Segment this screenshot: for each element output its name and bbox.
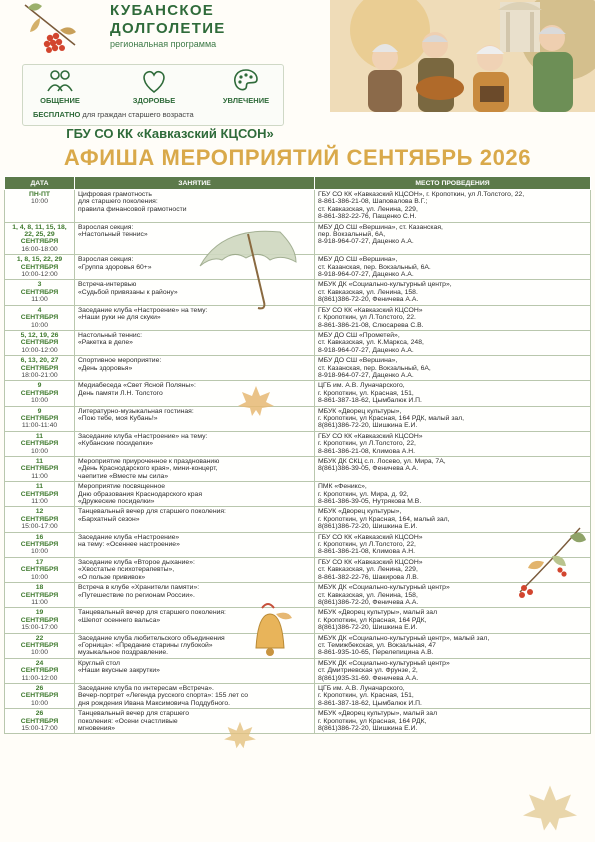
event-month: СЕНТЯБРЯ — [20, 389, 59, 397]
column-header-event: ЗАНЯТИЕ — [75, 177, 315, 190]
place-line: 8-918-964-07-27, Даценко А.А. — [318, 371, 414, 379]
event-line: «Наши вкусные закрутки» — [78, 667, 160, 675]
place-line: 8-918-964-07-27, Даценко А.А. — [318, 238, 414, 246]
event-line: Цифровая грамотность — [78, 191, 152, 198]
place-line: 8-861-386-21-08, Шаповалова В.Г.; — [318, 198, 428, 206]
event-time: 11:00 — [31, 598, 48, 606]
events-table — [4, 176, 591, 734]
event-place — [315, 557, 591, 582]
event-line: «Бархатный сезон» — [78, 515, 140, 523]
event-days: 26 — [35, 710, 44, 718]
event-days: 22 — [35, 634, 44, 642]
event-date — [5, 532, 75, 557]
event-description — [75, 709, 315, 734]
event-place — [315, 431, 591, 456]
event-description — [75, 608, 315, 633]
event-days: 5, 12, 19, 26 — [20, 331, 59, 339]
event-days: 11 — [35, 483, 44, 491]
event-time: 10:00 — [30, 321, 48, 329]
table-header-row — [5, 177, 591, 190]
event-time: 10:00-12:00 — [21, 346, 58, 354]
event-time: 15:00-17:00 — [21, 624, 58, 632]
place-line: 8-861-386-21-08, Климова А.Н. — [318, 548, 416, 556]
place-line: 8-918-964-07-27, Даценко А.А. — [318, 271, 414, 279]
place-line: г. Кропоткин, ул Красная, 164, малый зал, — [318, 515, 450, 523]
event-time: 10:00 — [30, 198, 48, 206]
place-line: ЦГБ им. А.В. Луначарского, — [318, 684, 405, 692]
event-description — [75, 457, 315, 482]
place-line: МБУ ДО СШ «Вершина», — [318, 357, 398, 365]
place-line: 8(861)935-31-69. Феничева А.А. — [318, 674, 419, 682]
event-line: «Путешествие по регионам России». — [78, 591, 195, 599]
place-line: 8(861)386-72-20, Феничева А.А. — [318, 598, 419, 606]
brand-title-line1: КУБАНСКОЕ — [110, 2, 215, 19]
table-row — [5, 330, 591, 355]
column-header-date: ДАТА — [5, 177, 75, 190]
event-date — [5, 608, 75, 633]
event-time: 11:00 — [31, 296, 48, 304]
place-line: МБУК ДК «Социально-культурный центр» — [318, 659, 450, 667]
event-description — [75, 190, 315, 223]
event-days: 24 — [35, 659, 44, 667]
event-month: СЕНТЯБРЯ — [20, 541, 59, 549]
event-description — [75, 583, 315, 608]
place-line: 8-861-387-18-62, Цымбалюк И.П. — [318, 699, 422, 707]
table-row — [5, 381, 591, 406]
event-line: «День Краснодарского края», мини-концерт, — [78, 465, 218, 473]
event-line: «Судьбой привязаны к району» — [78, 288, 178, 296]
event-line: Взрослая секция: — [78, 256, 134, 264]
event-place — [315, 457, 591, 482]
event-date — [5, 381, 75, 406]
event-place — [315, 482, 591, 507]
event-days: 19 — [35, 609, 44, 617]
event-month: СЕНТЯБРЯ — [20, 440, 59, 448]
event-month: СЕНТЯБРЯ — [20, 591, 59, 599]
event-line: мгновения» — [78, 725, 116, 732]
table-row — [5, 608, 591, 633]
event-place — [315, 683, 591, 708]
place-line: г. Кропоткин, ул Красная, 164 РДК, — [318, 616, 427, 624]
event-line: «Ракетка в деле» — [78, 339, 133, 347]
place-line: г. Кропоткин, ул Красная, 164 РДК, малый зал, — [318, 414, 465, 422]
place-line: МБУ ДО СШ «Прометей», — [318, 331, 400, 339]
event-line: Заседание клуба «Настроение» — [78, 533, 180, 541]
event-date — [5, 431, 75, 456]
event-description — [75, 222, 315, 255]
free-note-bold: БЕСПЛАТНО — [33, 110, 81, 119]
place-line: ЦГБ им. А.В. Луначарского, — [318, 382, 405, 390]
brand-title-line2: ДОЛГОЛЕТИЕ — [110, 20, 226, 37]
place-line: г. Кропоткин, ул Л.Толстого, 22, — [318, 541, 416, 549]
place-line: МБУК «Дворец культуры», малый зал — [318, 710, 438, 718]
event-line: Танцевальный вечер для старшего поколения: — [78, 609, 226, 617]
event-line: «Группа здоровья 60+» — [78, 263, 152, 271]
place-line: ст. Дмитриевская ул. Фрунзе, 2, — [318, 667, 418, 675]
event-line: Спортивное мероприятие: — [78, 357, 162, 365]
event-date — [5, 583, 75, 608]
event-place — [315, 709, 591, 734]
event-line: Вечер-портрет «Легенда русского спорта»: 155 лет со — [78, 692, 249, 700]
event-line: для старшего поколения: — [78, 198, 158, 206]
event-description — [75, 658, 315, 683]
table-row — [5, 658, 591, 683]
event-line: «Горница»: «Предание старины глубокой» — [78, 641, 213, 649]
event-line: «Дружеские посиделки» — [78, 498, 155, 506]
table-row — [5, 683, 591, 708]
table-row — [5, 190, 591, 223]
event-description — [75, 557, 315, 582]
event-line: Встреча-интервью — [78, 281, 137, 289]
table-row — [5, 532, 591, 557]
event-days: 4 — [37, 306, 42, 314]
event-line: Заседание клуба «Настроение» на тему: — [78, 432, 208, 440]
events-table-body — [5, 190, 591, 734]
event-line: чаепитие «Вместе мы сила» — [78, 472, 169, 480]
event-line: поколения: «Осени счастливые — [78, 717, 178, 725]
event-time: 15:00-17:00 — [21, 725, 58, 732]
place-line: 8(861)386-72-20, Шишкина Е.И. — [318, 725, 418, 732]
event-time: 11:00 — [31, 498, 48, 506]
event-line: День памяти Л.Н. Толстого — [78, 389, 163, 397]
place-line: 8-861-382-22-76, Шакирова Л.В. — [318, 573, 419, 581]
place-line: ГБУ СО КК «Кавказский КЦСОН» — [318, 558, 423, 566]
event-time: 10:00 — [30, 699, 48, 707]
place-line: г. Кропоткин, ул Л.Толстого, 22. — [318, 314, 416, 322]
event-line: Литературно-музыкальная гостиная: — [78, 407, 194, 415]
event-month: СЕНТЯБРЯ — [20, 616, 59, 624]
place-line: ПМК «Феникс», — [318, 483, 367, 491]
event-place — [315, 280, 591, 305]
place-line: 8-861-935-10-65, Перелепицина А.В. — [318, 649, 434, 657]
pillar-health — [119, 67, 189, 105]
pillar-hobby — [211, 67, 281, 105]
place-line: МБУК ДК «Социально-культурный центр» — [318, 584, 450, 592]
event-line: Мероприятие посвященное — [78, 483, 166, 491]
event-time: 10:00 — [30, 447, 48, 455]
event-time: 10:00 — [30, 649, 48, 657]
table-row — [5, 633, 591, 658]
palette-icon — [231, 67, 261, 95]
event-line: правила финансовой грамотности — [78, 205, 187, 213]
free-note-rest: для граждан старшего возраста — [80, 110, 194, 119]
event-date — [5, 557, 75, 582]
event-time: 10:00-12:00 — [21, 271, 58, 279]
event-month: СЕНТЯБРЯ — [20, 238, 59, 246]
place-line: 8-861-387-18-62, Цымбалюк И.П. — [318, 397, 422, 405]
event-description — [75, 356, 315, 381]
place-line: 8(861)386-72-20, Шишкина Е.И. — [318, 422, 418, 430]
event-description — [75, 381, 315, 406]
event-days: 9 — [37, 407, 42, 415]
event-date — [5, 280, 75, 305]
place-line: г. Кропоткин, ул. Мира, д. 92, — [318, 490, 409, 498]
event-line: «День здоровья» — [78, 364, 133, 372]
event-description — [75, 482, 315, 507]
place-line: 8(861)386-72-20, Феничева А.А. — [318, 296, 419, 304]
event-place — [315, 190, 591, 223]
brand — [110, 2, 226, 50]
event-date — [5, 457, 75, 482]
place-line: ст. Темижбекская, ул. Вокзальная, 47 — [318, 641, 436, 649]
event-time: 11:00-11:40 — [21, 422, 58, 430]
place-line: ГБУ СО КК «Кавказский КЦСОН» — [318, 306, 423, 314]
event-place — [315, 305, 591, 330]
organization-name: ГБУ СО КК «Кавказский КЦСОН» — [66, 126, 274, 141]
event-place — [315, 255, 591, 280]
place-line: ГБУ СО КК «Кавказский КЦСОН» — [318, 432, 423, 440]
event-place — [315, 658, 591, 683]
event-month: СЕНТЯБРЯ — [20, 515, 59, 523]
event-place — [315, 507, 591, 532]
event-date — [5, 356, 75, 381]
place-line: МБУК ДК «Социально-культурный центр», малый зал, — [318, 634, 490, 642]
event-date — [5, 406, 75, 431]
rowan-branch-icon — [20, 0, 90, 64]
event-month: СЕНТЯБРЯ — [20, 339, 59, 347]
table-row — [5, 507, 591, 532]
event-description — [75, 255, 315, 280]
place-line: МБУК «Дворец культуры», — [318, 508, 402, 516]
place-line: г. Кропоткин, ул. Красная, 151, — [318, 692, 414, 700]
event-days: 6, 13, 20, 27 — [20, 357, 59, 365]
event-line: «Пою тебе, моя Кубань!» — [78, 414, 158, 422]
event-line: Заседание клуба «Настроение» на тему: — [78, 306, 208, 314]
event-place — [315, 222, 591, 255]
header — [0, 0, 595, 148]
event-days: 1, 8, 15, 22, 29 — [16, 256, 63, 264]
pillar-communication — [25, 67, 95, 105]
event-description — [75, 305, 315, 330]
event-line: Заседание клуба любительского объединения — [78, 634, 225, 642]
place-line: ГБУ СО КК «Кавказский КЦСОН», г. Кропоткин, ул Л.Толстого, 22, — [318, 191, 525, 198]
table-row — [5, 457, 591, 482]
event-line: Круглый стол — [78, 659, 120, 667]
event-description — [75, 406, 315, 431]
event-days: 1, 4, 8, 11, 15, 18, 22, 25, 29 — [12, 223, 67, 239]
place-line: ст. Кавказская, ул. К.Маркса, 248, — [318, 339, 424, 347]
event-place — [315, 381, 591, 406]
place-line: МБУК ДК СКЦ с.п. Лосево, ул. Мира, 7А, — [318, 458, 446, 465]
place-line: МБУ ДО СШ «Вершина», — [318, 256, 398, 264]
event-description — [75, 532, 315, 557]
event-place — [315, 608, 591, 633]
table-row — [5, 280, 591, 305]
seniors-photo-illustration — [330, 0, 595, 112]
event-place — [315, 633, 591, 658]
event-line: Танцевальный вечер для старшего — [78, 710, 190, 718]
event-days: 16 — [35, 533, 44, 541]
pillar-label: ОБЩЕНИЕ — [40, 96, 80, 105]
event-time: 10:00 — [30, 573, 48, 581]
event-place — [315, 356, 591, 381]
event-days: 3 — [37, 281, 42, 289]
event-place — [315, 532, 591, 557]
place-line: ст. Кавказская, ул. Ленина, 158. — [318, 288, 418, 296]
event-line: «Хвостатые психотерапевты», — [78, 566, 175, 574]
pillar-label: ЗДОРОВЬЕ — [132, 96, 176, 105]
event-description — [75, 280, 315, 305]
event-days: 9 — [37, 382, 42, 390]
place-line: 8-861-386-21-08, Климова А.Н. — [318, 447, 416, 455]
event-time: 18:00-21:00 — [21, 371, 58, 379]
place-line: 8-861-386-21-08, Слюсарева С.В. — [318, 321, 424, 329]
event-date — [5, 683, 75, 708]
event-time: 10:00 — [30, 548, 48, 556]
event-line: Взрослая секция: — [78, 223, 134, 231]
event-date — [5, 255, 75, 280]
table-row — [5, 557, 591, 582]
event-description — [75, 633, 315, 658]
event-date — [5, 633, 75, 658]
table-row — [5, 356, 591, 381]
place-line: 8(861)386-72-20, Шишкина Е.И. — [318, 523, 418, 531]
event-line: «Шепот осеннего вальса» — [78, 616, 161, 624]
event-line: Дню образования Краснодарского края — [78, 490, 203, 498]
event-date — [5, 190, 75, 223]
table-row — [5, 583, 591, 608]
event-time: 15:00-17:00 — [21, 523, 58, 531]
event-days: 26 — [35, 684, 44, 692]
seniors-photo — [330, 0, 595, 112]
place-line: ст. Казанская, пер. Вокзальный, 6А, — [318, 364, 431, 372]
maple-leaf-icon — [520, 780, 580, 836]
place-line: ст. Кавказская, ул. Ленина, 229, — [318, 205, 418, 213]
event-month: СЕНТЯБРЯ — [20, 566, 59, 574]
heart-icon — [139, 67, 169, 95]
event-line: «Настольный теннис» — [78, 231, 148, 239]
event-line: «Кубанские посиделки» — [78, 440, 154, 448]
event-date — [5, 658, 75, 683]
table-row — [5, 222, 591, 255]
place-line: ст. Кавказская, ул. Ленина, 158, — [318, 591, 418, 599]
place-line: пер. Вокзальный, 6А, — [318, 231, 386, 239]
event-month: СЕНТЯБРЯ — [20, 465, 59, 473]
table-row — [5, 709, 591, 734]
event-line: Заседание клуба по интересам «Встреча». — [78, 684, 214, 692]
place-line: г. Кропоткин, ул. Красная, 151, — [318, 389, 414, 397]
event-description — [75, 330, 315, 355]
page-title: АФИША МЕРОПРИЯТИЙ СЕНТЯБРЬ 2026 — [63, 145, 532, 170]
event-description — [75, 683, 315, 708]
event-days: 17 — [35, 558, 44, 566]
place-line: г. Кропоткин, ул Л.Толстого, 22, — [318, 440, 416, 448]
event-date — [5, 507, 75, 532]
place-line: ст. Казанская, пер. Вокзальный, 6А. — [318, 263, 431, 271]
event-month: СЕНТЯБРЯ — [20, 692, 59, 700]
place-line: МБУК «Дворец культуры», малый зал — [318, 609, 438, 617]
place-line: 8(861)386-39-05, Феничева А.А. — [318, 465, 419, 473]
event-time: 10:00 — [30, 397, 48, 405]
event-line: дня рождения Ивана Максимовича Поддубного. — [78, 699, 230, 707]
event-time: 11:00-12:00 — [21, 674, 58, 682]
event-line: Настольный теннис: — [78, 331, 142, 339]
place-line: МБУК ДК «Социально-культурный центр», — [318, 281, 452, 289]
pillar-label: УВЛЕЧЕНИЕ — [222, 96, 270, 105]
place-line: 8(861)386-72-20, Шишкина Е.И. — [318, 624, 418, 632]
people-icon — [45, 67, 75, 95]
brand-subtitle: региональная программа — [110, 39, 217, 49]
event-place — [315, 406, 591, 431]
place-line: МБУ ДО СШ «Вершина», ст. Казанская, — [318, 223, 443, 231]
event-description — [75, 507, 315, 532]
place-line: 8-861-382-22-76, Пащенко С.Н. — [318, 213, 417, 221]
event-line: Танцевальный вечер для старшего поколения: — [78, 508, 226, 516]
event-time: 11:00 — [31, 472, 48, 480]
table-row — [5, 482, 591, 507]
event-time: 16:00-18:00 — [21, 245, 58, 253]
event-date — [5, 330, 75, 355]
event-description — [75, 431, 315, 456]
program-pillars — [22, 64, 284, 126]
place-line: МБУК «Дворец культуры», — [318, 407, 402, 415]
event-date — [5, 482, 75, 507]
table-row — [5, 431, 591, 456]
column-header-place: МЕСТО ПРОВЕДЕНИЯ — [315, 177, 591, 190]
event-days: ПН-ПТ — [28, 191, 51, 198]
place-line: г. Кропоткин, ул Красная, 164 РДК, — [318, 717, 427, 725]
event-date — [5, 709, 75, 734]
event-date — [5, 305, 75, 330]
place-line: 8-918-964-07-27, Даценко А.А. — [318, 346, 414, 354]
event-month: СЕНТЯБРЯ — [20, 314, 59, 322]
event-line: Заседание клуба «Второе дыхание»: — [78, 558, 195, 566]
event-place — [315, 330, 591, 355]
place-line: ст. Кавказская, ул. Ленина, 229, — [318, 566, 418, 574]
table-row — [5, 406, 591, 431]
event-month: СЕНТЯБРЯ — [20, 641, 59, 649]
event-month: СЕНТЯБРЯ — [20, 263, 59, 271]
event-month: СЕНТЯБРЯ — [20, 364, 59, 372]
event-month: СЕНТЯБРЯ — [20, 288, 59, 296]
event-days: 18 — [35, 584, 44, 592]
event-month: СЕНТЯБРЯ — [20, 717, 59, 725]
event-line: Мероприятие приуроченное к празднованию — [78, 458, 220, 465]
event-line: Медиабеседа «Свет Ясной Поляны»: — [78, 382, 196, 390]
event-days: 12 — [35, 508, 44, 516]
event-month: СЕНТЯБРЯ — [20, 414, 59, 422]
place-line: 8-861-386-39-05, Нутрякова М.В. — [318, 498, 422, 506]
event-line: на тему: «Осеннее настроение» — [78, 541, 180, 549]
event-days: 11 — [35, 458, 44, 465]
event-line: «О пользе прививок» — [78, 573, 146, 581]
event-month: СЕНТЯБРЯ — [20, 667, 59, 675]
table-row — [5, 255, 591, 280]
event-month: СЕНТЯБРЯ — [20, 490, 59, 498]
event-line: Встреча в клубе «Хранители памяти»: — [78, 584, 200, 592]
event-place — [315, 583, 591, 608]
place-line: ГБУ СО КК «Кавказский КЦСОН» — [318, 533, 423, 541]
free-note — [33, 110, 194, 119]
event-line: «Наши руки не для скуки» — [78, 314, 161, 322]
event-line: музыкальное поздравление. — [78, 649, 169, 657]
event-days: 11 — [35, 432, 44, 440]
table-row — [5, 305, 591, 330]
event-date — [5, 222, 75, 255]
